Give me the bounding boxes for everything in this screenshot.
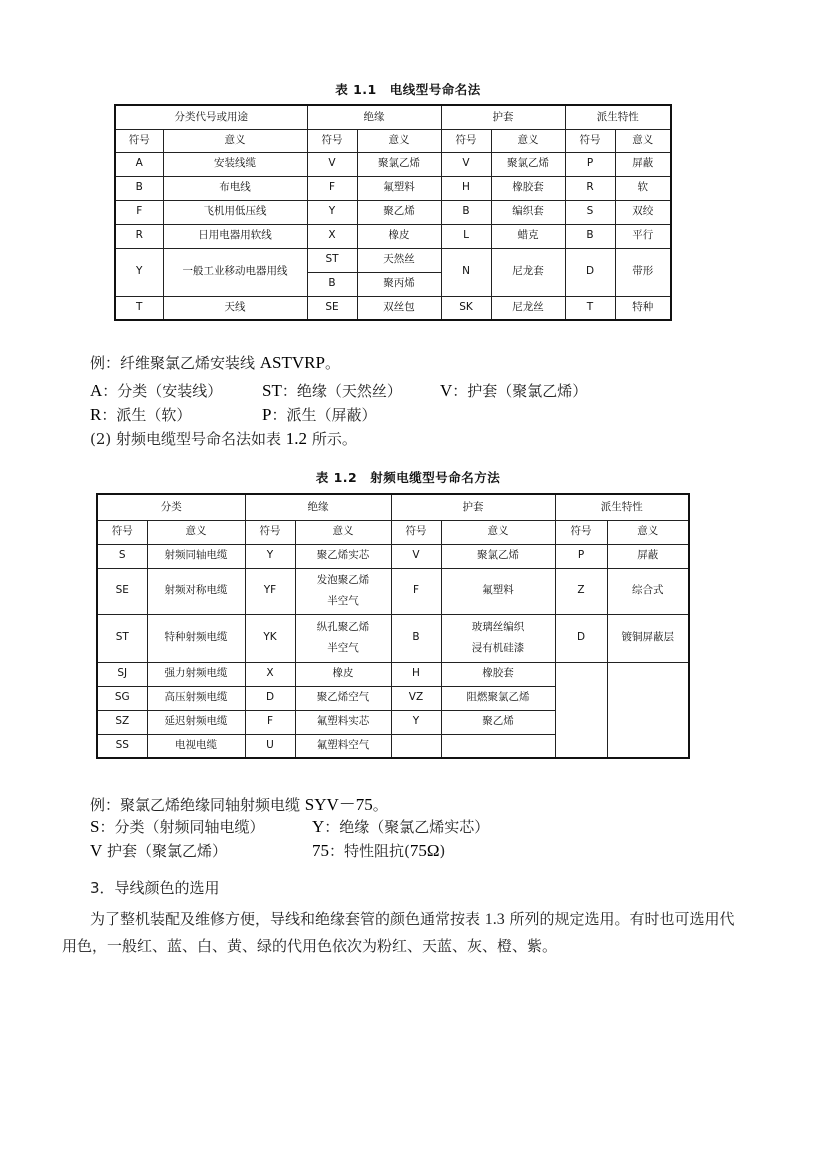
code-desc: ：派生（屏蔽） <box>271 406 377 424</box>
cell: 屏蔽 <box>607 544 689 568</box>
cell: 阻燃聚氯乙烯 <box>441 686 555 710</box>
cell: 橡皮 <box>295 662 391 686</box>
cell: SE <box>307 296 357 320</box>
example-text: 例：纤维聚氯乙烯安装线 <box>90 354 260 372</box>
cell: 聚丙烯 <box>357 272 441 296</box>
code-desc: ：分类（安装线） <box>102 382 223 400</box>
example-text: (2) 射频电缆型号命名法如表 <box>90 430 286 448</box>
cell: 氟塑料空气 <box>295 734 391 758</box>
code-desc: ：护套（聚氯乙烯） <box>452 382 588 400</box>
table2-caption: 表 1.2 射频电缆型号命名方法 <box>315 470 501 485</box>
table-ref: 1.3 <box>484 911 505 928</box>
cell: Z <box>555 568 607 614</box>
cell: 射频对称电缆 <box>147 568 245 614</box>
cell: YK <box>245 614 295 662</box>
cell: 聚乙烯实芯 <box>295 544 391 568</box>
group-header: 派生特性 <box>565 105 671 129</box>
cell: 综合式 <box>607 568 689 614</box>
table-ref: 1.2 <box>285 429 308 448</box>
cell: 特种射频电缆 <box>147 614 245 662</box>
code-key: P <box>262 405 272 424</box>
section3-paragraph <box>62 906 742 959</box>
impedance-value: 75Ω <box>409 841 440 860</box>
cell: VZ <box>391 686 441 710</box>
empty-cell <box>555 662 607 758</box>
code-desc: ：派生（软） <box>101 406 192 424</box>
para-text: 所列的规定选用。有时也可选用代用色，一般红、蓝、白、黄、绿的代用色依次为粉红、天蓝、灰、橙、紫。 <box>62 910 735 955</box>
cell: 一般工业移动电器用线 <box>163 248 307 296</box>
cell: Y <box>391 710 441 734</box>
cell: V <box>391 544 441 568</box>
cell: T <box>115 296 163 320</box>
code-desc: ：绝缘（聚氯乙烯实芯） <box>324 818 490 836</box>
cell: 软 <box>615 176 671 200</box>
cell: D <box>565 248 615 296</box>
cell: P <box>565 152 615 176</box>
table-row <box>97 568 689 614</box>
example2-line3 <box>90 840 446 861</box>
code-key: S <box>90 817 100 836</box>
code-key: A <box>90 381 103 400</box>
cell: SE <box>97 568 147 614</box>
cell: ST <box>97 614 147 662</box>
empty-cell <box>391 734 441 758</box>
cell: V <box>441 152 491 176</box>
cell: N <box>441 248 491 296</box>
cell: 橡胶套 <box>441 662 555 686</box>
cell: B <box>115 176 163 200</box>
cell-line: 发泡聚乙烯 <box>316 573 370 586</box>
cell: F <box>307 176 357 200</box>
cell: B <box>441 200 491 224</box>
sub-header: 意义 <box>147 520 245 544</box>
code-desc: ) <box>439 842 446 860</box>
cell: ST <box>307 248 357 272</box>
cell: X <box>307 224 357 248</box>
cell: B <box>391 614 441 662</box>
example1-line1 <box>90 352 340 373</box>
example-text: 所示。 <box>307 430 357 448</box>
cell: Y <box>115 248 163 296</box>
cell-line: 玻璃丝编织 <box>471 620 525 633</box>
cell: 安装线缆 <box>163 152 307 176</box>
sub-header: 符号 <box>307 129 357 152</box>
cell: 双丝包 <box>357 296 441 320</box>
table-row <box>115 248 671 272</box>
cell <box>441 614 555 662</box>
sub-header: 意义 <box>607 520 689 544</box>
cell: 天然丝 <box>357 248 441 272</box>
cell-line: 浸有机硅漆 <box>471 642 525 654</box>
sub-header: 符号 <box>441 129 491 152</box>
cell: SZ <box>97 710 147 734</box>
code-key: ST <box>262 381 282 400</box>
cell: 平行 <box>615 224 671 248</box>
cell: SK <box>441 296 491 320</box>
group-header: 派生特性 <box>555 494 689 520</box>
cell-line: 半空气 <box>327 595 359 607</box>
sub-header: 符号 <box>391 520 441 544</box>
cell: R <box>115 224 163 248</box>
group-header: 绝缘 <box>307 105 441 129</box>
sub-header: 意义 <box>295 520 391 544</box>
para-text: 为了整机装配及维修方便，导线和绝缘套管的颜色通常按表 <box>90 910 485 928</box>
cell: H <box>391 662 441 686</box>
cell: 电视电缆 <box>147 734 245 758</box>
section-heading: 3．导线颜色的选用 <box>90 879 220 897</box>
cell <box>295 568 391 614</box>
table-row <box>97 662 689 686</box>
cell: 特种 <box>615 296 671 320</box>
cell: 镀铜屏蔽层 <box>607 614 689 662</box>
cell: 氟塑料 <box>357 176 441 200</box>
example-code: SYV－75 <box>304 795 373 814</box>
table-row <box>115 200 671 224</box>
cell: R <box>565 176 615 200</box>
cell: 高压射频电缆 <box>147 686 245 710</box>
table1 <box>114 104 672 321</box>
cell: 橡胶套 <box>491 176 565 200</box>
cell: 尼龙丝 <box>491 296 565 320</box>
table-row <box>97 544 689 568</box>
sub-header: 意义 <box>163 129 307 152</box>
example2-line1 <box>90 790 388 815</box>
sub-header: 符号 <box>97 520 147 544</box>
cell: F <box>391 568 441 614</box>
code-key: R <box>90 405 102 424</box>
group-header: 护套 <box>391 494 555 520</box>
code-key: Y <box>312 817 325 836</box>
cell: 带形 <box>615 248 671 296</box>
table-row <box>115 296 671 320</box>
cell: Y <box>245 544 295 568</box>
cell: 布电线 <box>163 176 307 200</box>
cell: S <box>565 200 615 224</box>
cell: D <box>555 614 607 662</box>
cell: 飞机用低压线 <box>163 200 307 224</box>
table-row <box>115 176 671 200</box>
cell: F <box>245 710 295 734</box>
example1-line2 <box>90 380 588 401</box>
cell: 编织套 <box>491 200 565 224</box>
sub-header: 符号 <box>565 129 615 152</box>
example1-line4 <box>90 428 357 449</box>
code-desc: ：绝缘（天然丝） <box>281 382 402 400</box>
group-header: 护套 <box>441 105 565 129</box>
sub-header: 意义 <box>615 129 671 152</box>
cell: 聚氯乙烯 <box>357 152 441 176</box>
cell: 蜡克 <box>491 224 565 248</box>
code-desc: ：分类（射频同轴电缆） <box>99 818 265 836</box>
cell: A <box>115 152 163 176</box>
example-code: ASTVRP <box>259 353 325 372</box>
cell-line: 半空气 <box>327 642 359 654</box>
table2-sub-header <box>97 520 689 544</box>
cell: 橡皮 <box>357 224 441 248</box>
sub-header: 符号 <box>245 520 295 544</box>
cell: H <box>441 176 491 200</box>
cell: 双绞 <box>615 200 671 224</box>
table1-sub-header <box>115 129 671 152</box>
sub-header: 意义 <box>357 129 441 152</box>
code-key: V <box>90 841 103 860</box>
table-row <box>97 614 689 662</box>
code-key: V <box>440 381 453 400</box>
table1-caption: 表 1.1 电线型号命名法 <box>335 82 481 97</box>
cell: 尼龙套 <box>491 248 565 296</box>
example2-line2 <box>90 816 490 837</box>
cell: B <box>565 224 615 248</box>
code-desc: ：特性阻抗( <box>329 842 410 860</box>
cell: 聚乙烯空气 <box>295 686 391 710</box>
cell: U <box>245 734 295 758</box>
cell: T <box>565 296 615 320</box>
cell: 射频同轴电缆 <box>147 544 245 568</box>
example1-line3 <box>90 404 377 425</box>
cell: S <box>97 544 147 568</box>
cell: L <box>441 224 491 248</box>
cell: X <box>245 662 295 686</box>
cell: SS <box>97 734 147 758</box>
table-row <box>115 224 671 248</box>
table2-group-header <box>97 494 689 520</box>
cell: 氟塑料 <box>441 568 555 614</box>
cell: 聚氯乙烯 <box>441 544 555 568</box>
cell: 氟塑料实芯 <box>295 710 391 734</box>
cell: P <box>555 544 607 568</box>
example-text: 例：聚氯乙烯绝缘同轴射频电缆 <box>90 796 305 814</box>
cell-line: 纵孔聚乙烯 <box>316 620 370 633</box>
cell: 强力射频电缆 <box>147 662 245 686</box>
cell: F <box>115 200 163 224</box>
cell: SG <box>97 686 147 710</box>
cell: Y <box>307 200 357 224</box>
table2 <box>96 493 690 759</box>
cell: 日用电器用软线 <box>163 224 307 248</box>
cell: 聚乙烯 <box>357 200 441 224</box>
cell: V <box>307 152 357 176</box>
cell: 聚乙烯 <box>441 710 555 734</box>
code-key: 75 <box>312 841 329 860</box>
sub-header: 意义 <box>491 129 565 152</box>
cell: YF <box>245 568 295 614</box>
example-text: 。 <box>324 354 340 372</box>
empty-cell <box>607 662 689 758</box>
cell: SJ <box>97 662 147 686</box>
empty-cell <box>441 734 555 758</box>
sub-header: 符号 <box>555 520 607 544</box>
group-header: 分类 <box>97 494 245 520</box>
group-header: 分类代号或用途 <box>115 105 307 129</box>
sub-header: 符号 <box>115 129 163 152</box>
cell: B <box>307 272 357 296</box>
cell: D <box>245 686 295 710</box>
sub-header: 意义 <box>441 520 555 544</box>
cell: 天线 <box>163 296 307 320</box>
example-text: 。 <box>372 796 388 814</box>
group-header: 绝缘 <box>245 494 391 520</box>
cell: 聚氯乙烯 <box>491 152 565 176</box>
table1-group-header <box>115 105 671 129</box>
cell <box>295 614 391 662</box>
code-desc: 护套（聚氯乙烯） <box>102 842 228 860</box>
table-row <box>115 152 671 176</box>
cell: 屏蔽 <box>615 152 671 176</box>
cell: 延迟射频电缆 <box>147 710 245 734</box>
